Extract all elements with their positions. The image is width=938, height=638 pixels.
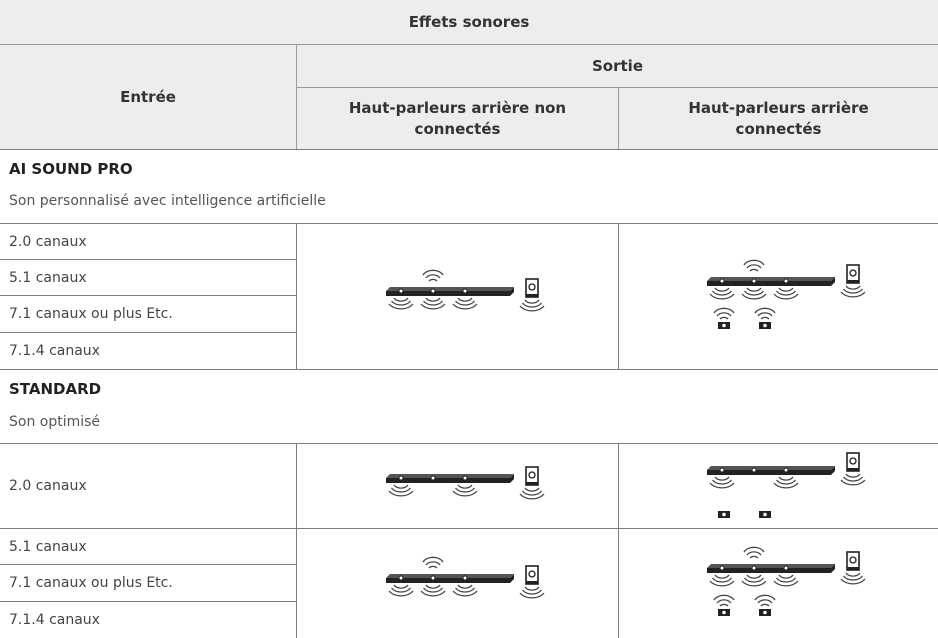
table-row-label: 7.1 canaux ou plus Etc. [9,575,173,591]
soundbar-3ch-up-subwoofer-rear-up-icon [619,224,938,369]
soundbar-2ch-subwoofer-icon [297,444,618,528]
table-title-text: Effets sonores [408,12,530,31]
input-header-text: Entrée [120,87,176,106]
divider [618,88,619,149]
section-title: AI SOUND PRO [9,160,133,178]
soundbar-3ch-up-subwoofer-icon [297,529,618,638]
table-row-label: 2.0 canaux [9,478,87,494]
col-connected-text: Haut-parleurs arrière connectés [688,98,869,138]
divider [0,149,938,150]
col-not-connected-text: Haut-parleurs arrière non connectés [348,98,567,138]
soundbar-3ch-up-subwoofer-rear-up-icon [619,529,938,638]
divider [0,369,938,370]
table-row-label: 7.1.4 canaux [9,343,100,359]
section-title: STANDARD [9,380,102,398]
table-title [0,0,938,44]
output-header [297,45,938,87]
soundbar-2ch-subwoofer-rear-icon [619,444,938,528]
col-connected-header [619,88,938,149]
table-row-label: 5.1 canaux [9,538,87,555]
input-header [0,45,296,149]
divider [296,45,297,149]
table-row-label: 7.1.4 canaux [9,612,100,628]
table-row-label: 5.1 canaux [9,269,87,286]
table-row-label: 7.1 canaux ou plus Etc. [9,306,173,322]
output-header-text: Sortie [592,56,643,75]
col-not-connected-header [297,88,618,149]
soundbar-3ch-up-subwoofer-icon [297,224,618,369]
section-subtitle: Son personnalisé avec intelligence artificielle [9,193,326,209]
section-subtitle: Son optimisé [9,414,101,430]
table-row-label: 2.0 canaux [9,233,87,250]
